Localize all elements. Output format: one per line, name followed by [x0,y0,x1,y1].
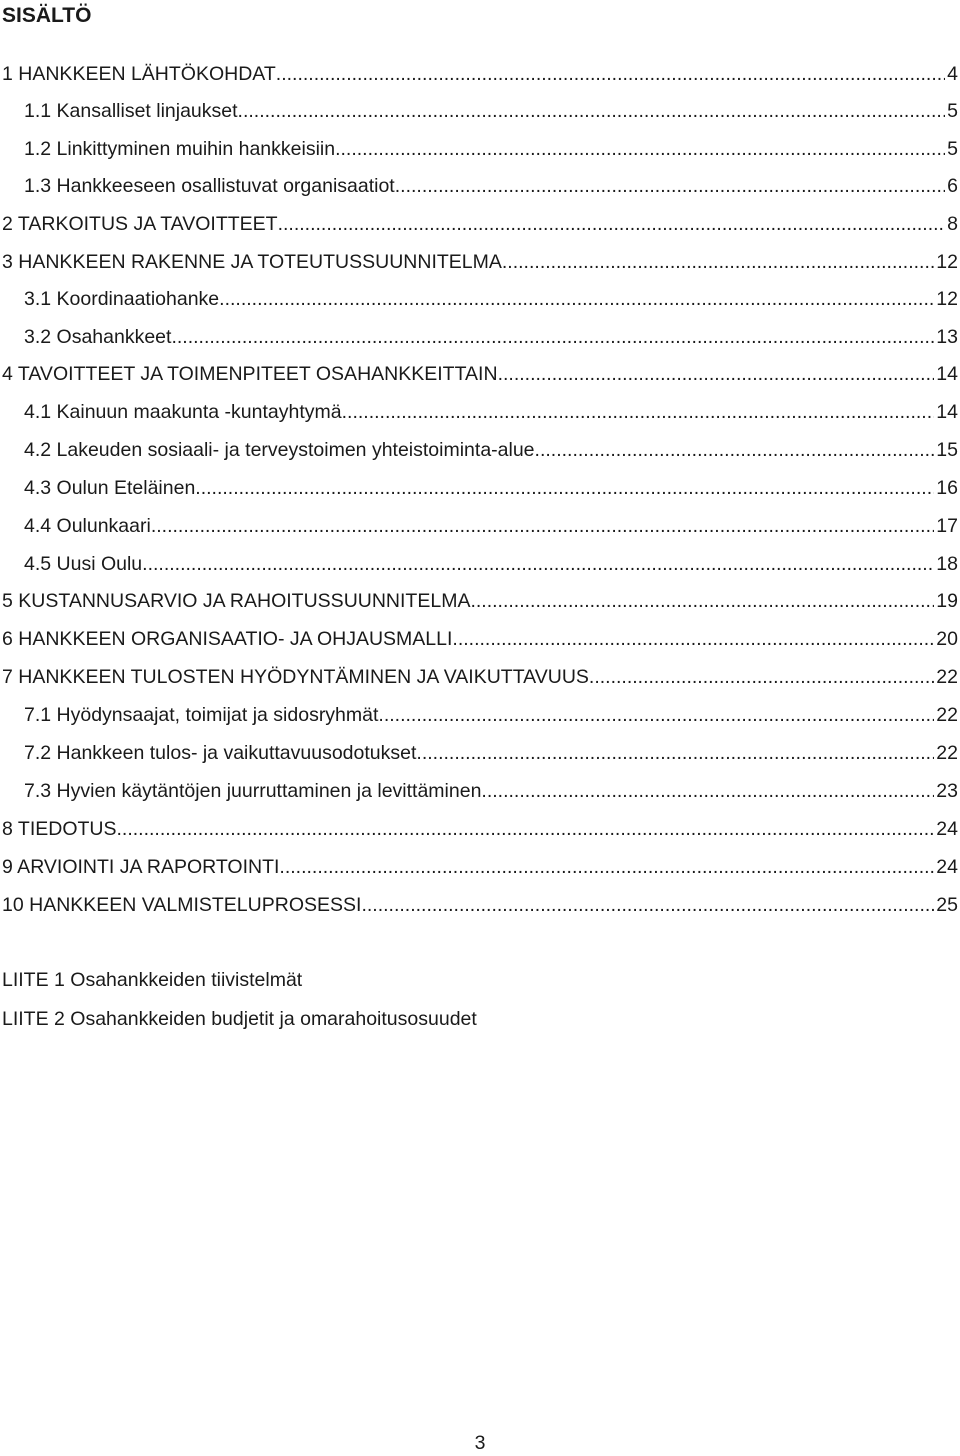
dot-leader [342,399,935,425]
dot-leader [117,816,935,842]
toc-entry-title: 10 HANKKEEN VALMISTELUPROSESSI [2,894,362,916]
dot-leader [470,588,934,614]
dot-leader [219,286,934,312]
toc-entry-page: 13 [936,326,958,348]
dot-leader [481,778,934,804]
dot-leader [151,513,934,539]
toc-entry-title: 8 TIEDOTUS [2,818,117,840]
toc-entry[interactable] [24,136,958,162]
toc-entry-page: 12 [936,251,958,273]
toc-entry-page: 15 [936,439,958,461]
toc-entry[interactable] [24,551,958,577]
dot-leader [589,664,934,690]
dot-leader [378,702,934,728]
toc-entry-title: 7 HANKKEEN TULOSTEN HYÖDYNTÄMINEN JA VAIKUTTAVUUS [2,666,589,688]
dot-leader [361,892,934,918]
toc-entry[interactable] [24,324,958,350]
toc-entry-title: 4.4 Oulunkaari [24,515,151,537]
toc-entry-title: 5 KUSTANNUSARVIO JA RAHOITUSSUUNNITELMA [2,590,471,612]
toc-entry-page: 5 [947,138,958,160]
toc-entry[interactable] [24,513,958,539]
toc-entry-page: 16 [936,477,958,499]
toc-entry[interactable] [24,98,958,124]
dot-leader [502,249,934,275]
toc-entry-page: 25 [936,894,958,916]
toc-entry-page: 19 [936,590,958,612]
toc-entry-title: 4 TAVOITTEET JA TOIMENPITEET OSAHANKKEITTAIN [2,363,498,385]
toc-entry[interactable] [24,286,958,312]
toc-entry-title: 6 HANKKEEN ORGANISAATIO- JA OHJAUSMALLI [2,628,453,650]
appendix-item: LIITE 1 Osahankkeiden tiivistelmät [2,969,303,991]
toc-entry[interactable] [2,249,958,275]
toc-entry-page: 24 [936,856,958,878]
toc-entry-page: 8 [947,213,958,235]
dot-leader [142,551,934,577]
toc-entry-title: 1.3 Hankkeeseen osallistuvat organisaatiot [24,175,395,197]
toc-entry-title: 1.1 Kansalliset linjaukset [24,100,238,122]
toc-entry[interactable] [2,211,958,237]
toc-entry[interactable] [24,399,958,425]
toc-entry-page: 22 [936,666,958,688]
dot-leader [171,324,934,350]
toc-entry[interactable] [2,626,958,652]
toc-entry[interactable] [2,854,958,880]
dot-leader [238,98,946,124]
toc-entry[interactable] [2,61,958,87]
toc-entry[interactable] [24,740,958,766]
toc-entry[interactable] [24,702,958,728]
toc-entry-title: 4.2 Lakeuden sosiaali- ja terveystoimen yhteistoiminta-alue [24,439,535,461]
toc-entry-title: 3.2 Osahankkeet [24,326,172,348]
dot-leader [416,740,934,766]
toc-entry[interactable] [2,588,958,614]
toc-entry-page: 20 [936,628,958,650]
toc-entry-title: 7.2 Hankkeen tulos- ja vaikuttavuusodotukset [24,742,417,764]
toc-entry-page: 5 [947,100,958,122]
toc-entry-page: 17 [936,515,958,537]
toc-entry-page: 24 [936,818,958,840]
toc-entry-title: 7.3 Hyvien käytäntöjen juurruttaminen ja levittäminen [24,780,482,802]
dot-leader [498,361,935,387]
dot-leader [535,437,935,463]
dot-leader [279,854,934,880]
toc-entry-page: 18 [936,553,958,575]
toc-entry-title: 9 ARVIOINTI JA RAPORTOINTI [2,856,280,878]
toc-entry-page: 14 [936,401,958,423]
toc-entry-title: 1 HANKKEEN LÄHTÖKOHDAT [2,63,276,85]
page-number: 3 [474,1432,486,1454]
toc-entry-title: 4.5 Uusi Oulu [24,553,143,575]
page-title: SISÄLTÖ [2,4,92,27]
toc-entry-title: 3 HANKKEEN RAKENNE JA TOTEUTUSSUUNNITELMA [2,251,502,273]
toc-entry-title: 4.3 Oulun Eteläinen [24,477,196,499]
toc-entry[interactable] [24,778,958,804]
toc-entry-title: 2 TARKOITUS JA TAVOITTEET [2,213,278,235]
toc-entry[interactable] [2,892,958,918]
toc-entry[interactable] [24,437,958,463]
toc-entry-page: 23 [936,780,958,802]
dot-leader [195,475,934,501]
toc-entry[interactable] [2,664,958,690]
dot-leader [335,136,945,162]
dot-leader [452,626,934,652]
toc-entry[interactable] [24,173,958,199]
dot-leader [276,61,945,87]
toc-entry[interactable] [2,816,958,842]
toc-entry-page: 22 [936,742,958,764]
toc-entry-page: 6 [947,175,958,197]
toc-entry-title: 4.1 Kainuun maakunta -kuntayhtymä [24,401,342,423]
toc-entry-title: 7.1 Hyödynsaajat, toimijat ja sidosryhmät [24,704,379,726]
toc-entry-page: 14 [936,363,958,385]
toc-entry[interactable] [24,475,958,501]
toc-entry-page: 4 [947,63,958,85]
dot-leader [278,211,946,237]
dot-leader [395,173,945,199]
toc-entry-page: 22 [936,704,958,726]
toc-entry-title: 3.1 Koordinaatiohanke [24,288,220,310]
appendix-item: LIITE 2 Osahankkeiden budjetit ja omarahoitusosuudet [2,1008,477,1030]
toc-entry-title: 1.2 Linkittyminen muihin hankkeisiin [24,138,336,160]
toc-entry-page: 12 [936,288,958,310]
toc-entry[interactable] [2,361,958,387]
